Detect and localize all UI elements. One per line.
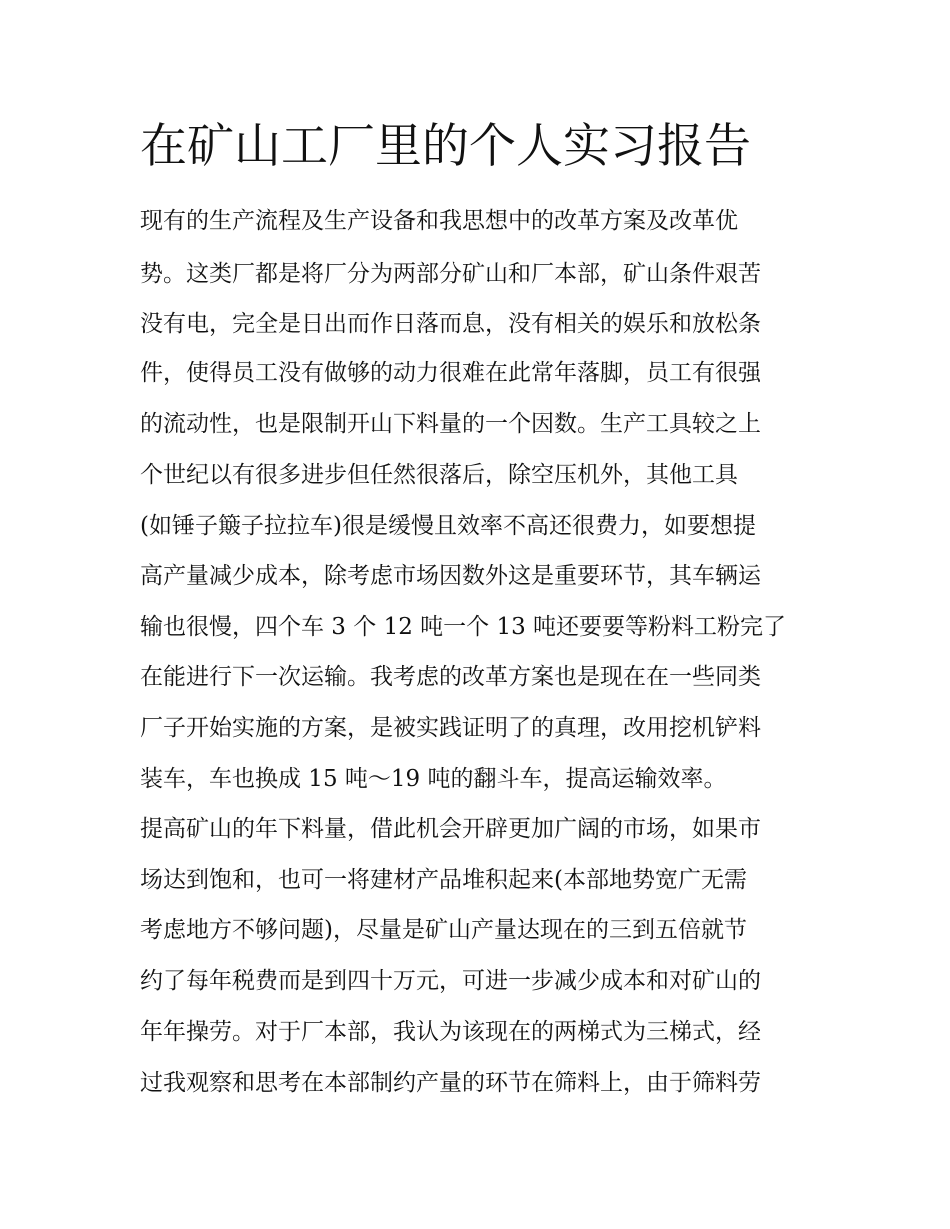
text-line: 考虑地方不够问题)，尽量是矿山产量达现在的三到五倍就节 — [140, 917, 747, 943]
text-line: 输也很慢，四个车 3 个 12 吨一个 13 吨还要要等粉料工粉完了 — [140, 614, 787, 640]
text-line: 过我观察和思考在本部制约产量的环节在筛料上，由于筛料劳 — [140, 1070, 761, 1096]
text-line: 厂子开始实施的方案，是被实践证明了的真理，改用挖机铲料 — [140, 715, 761, 741]
text-line: 年年操劳。对于厂本部，我认为该现在的两梯式为三梯式，经 — [140, 1019, 761, 1045]
text-line: 个世纪以有很多进步但任然很落后，除空压机外，其他工具 — [140, 462, 738, 488]
text-line: 约了每年税费而是到四十万元，可进一步减少成本和对矿山的 — [140, 968, 761, 994]
text-line: 提高矿山的年下料量，借此机会开辟更加广阔的市场，如果市 — [140, 816, 761, 842]
text-line: 装车，车也换成 15 吨～19 吨的翻斗车，提高运输效率。 — [140, 766, 727, 792]
text-line: (如锤子簸子拉拉车)很是缓慢且效率不高还很费力，如要想提 — [140, 513, 756, 539]
text-line: 高产量减少成本，除考虑市场因数外这是重要环节，其车辆运 — [140, 563, 761, 589]
text-line: 在能进行下一次运输。我考虑的改革方案也是现在在一些同类 — [140, 664, 761, 690]
text-line: 件，使得员工没有做够的动力很难在此常年落脚，员工有很强 — [140, 360, 761, 386]
text-line: 的流动性，也是限制开山下料量的一个因数。生产工具较之上 — [140, 411, 761, 437]
document-title: 在矿山工厂里的个人实习报告 — [140, 119, 751, 174]
text-line: 现有的生产流程及生产设备和我思想中的改革方案及改革优 — [140, 208, 738, 234]
text-line: 场达到饱和，也可一将建材产品堆积起来(本部地势宽广无需 — [140, 867, 747, 893]
text-line: 没有电，完全是日出而作日落而息，没有相关的娱乐和放松条 — [140, 311, 761, 337]
text-line: 势。这类厂都是将厂分为两部分矿山和厂本部，矿山条件艰苦 — [140, 261, 761, 287]
